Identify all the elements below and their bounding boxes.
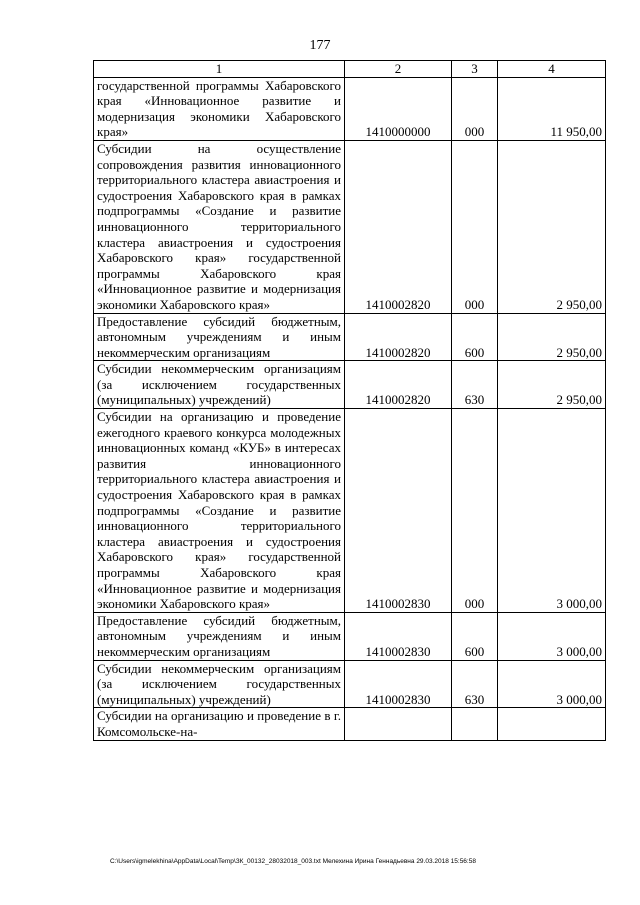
table-row — [94, 409, 606, 613]
row-sum: 3 000,00 — [498, 409, 606, 613]
row-name: Предоставление субсидий бюджетным, автономным учреждениям и иным некоммерческим организациям — [94, 612, 345, 660]
row-code: 1410000000 — [345, 77, 452, 140]
row-code: 1410002830 — [345, 409, 452, 613]
column-header-1: 1 — [94, 61, 345, 78]
row-name: Субсидии некоммерческим организациям (за исключением государственных (муниципальных) учреждений) — [94, 660, 345, 708]
row-sum: 3 000,00 — [498, 612, 606, 660]
table-row — [94, 708, 606, 740]
row-sum — [498, 708, 606, 740]
row-name: государственной программы Хабаровского края «Инновационное развитие и модернизация экономики Хабаровского края» — [94, 77, 345, 140]
row-type: 000 — [452, 409, 498, 613]
row-type: 000 — [452, 140, 498, 313]
table-row — [94, 612, 606, 660]
column-header-3: 3 — [452, 61, 498, 78]
row-type: 630 — [452, 361, 498, 409]
row-name: Субсидии некоммерческим организациям (за исключением государственных (муниципальных) учреждений) — [94, 361, 345, 409]
column-header-2: 2 — [345, 61, 452, 78]
row-code: 1410002830 — [345, 612, 452, 660]
row-code: 1410002820 — [345, 140, 452, 313]
row-type: 600 — [452, 313, 498, 361]
row-code — [345, 708, 452, 740]
row-code: 1410002820 — [345, 313, 452, 361]
row-sum: 2 950,00 — [498, 140, 606, 313]
table-row — [94, 140, 606, 313]
table-row — [94, 77, 606, 140]
row-sum: 2 950,00 — [498, 313, 606, 361]
table-row — [94, 660, 606, 708]
row-name: Субсидии на осуществление сопровождения развития инновационного территориального кластера авиастроения и судостроения Хабаровского края в рамках подпрограммы «Создание и развитие инновационного территориального кластера авиастроения и судостроения Хабаровского края» государственной программы Хабаровского края «Инновационное развитие и модернизация экономики Хабаровского края» — [94, 140, 345, 313]
row-code: 1410002820 — [345, 361, 452, 409]
file-path-footer: C:\Users\igmelekhina\AppData\Local\Temp\ЗК_00132_28032018_003.txt Мелехина Ирина Геннадьевна 29.03.2018 15:56:58 — [110, 858, 476, 865]
row-code: 1410002830 — [345, 660, 452, 708]
row-type — [452, 708, 498, 740]
table-row — [94, 313, 606, 361]
row-name: Субсидии на организацию и проведение в г. Комсомольске-на- — [94, 708, 345, 740]
table-header-row — [94, 61, 606, 78]
row-name: Субсидии на организацию и проведение ежегодного краевого конкурса молодежных инновационных команд «КУБ» в интересах развития инновационного территориального кластера авиастроения и судостроения Хабаровского края в рамках подпрограммы «Создание и развитие инновационного территориального кластера авиастроения и судостроения Хабаровского края» государственной программы Хабаровского края «Инновационное развитие и модернизация экономики Хабаровского края» — [94, 409, 345, 613]
row-type: 600 — [452, 612, 498, 660]
row-name: Предоставление субсидий бюджетным, автономным учреждениям и иным некоммерческим организациям — [94, 313, 345, 361]
row-type: 630 — [452, 660, 498, 708]
table-row — [94, 361, 606, 409]
row-sum: 2 950,00 — [498, 361, 606, 409]
budget-table — [93, 60, 606, 741]
column-header-4: 4 — [498, 61, 606, 78]
page-number: 177 — [309, 38, 331, 53]
row-type: 000 — [452, 77, 498, 140]
row-sum: 11 950,00 — [498, 77, 606, 140]
row-sum: 3 000,00 — [498, 660, 606, 708]
